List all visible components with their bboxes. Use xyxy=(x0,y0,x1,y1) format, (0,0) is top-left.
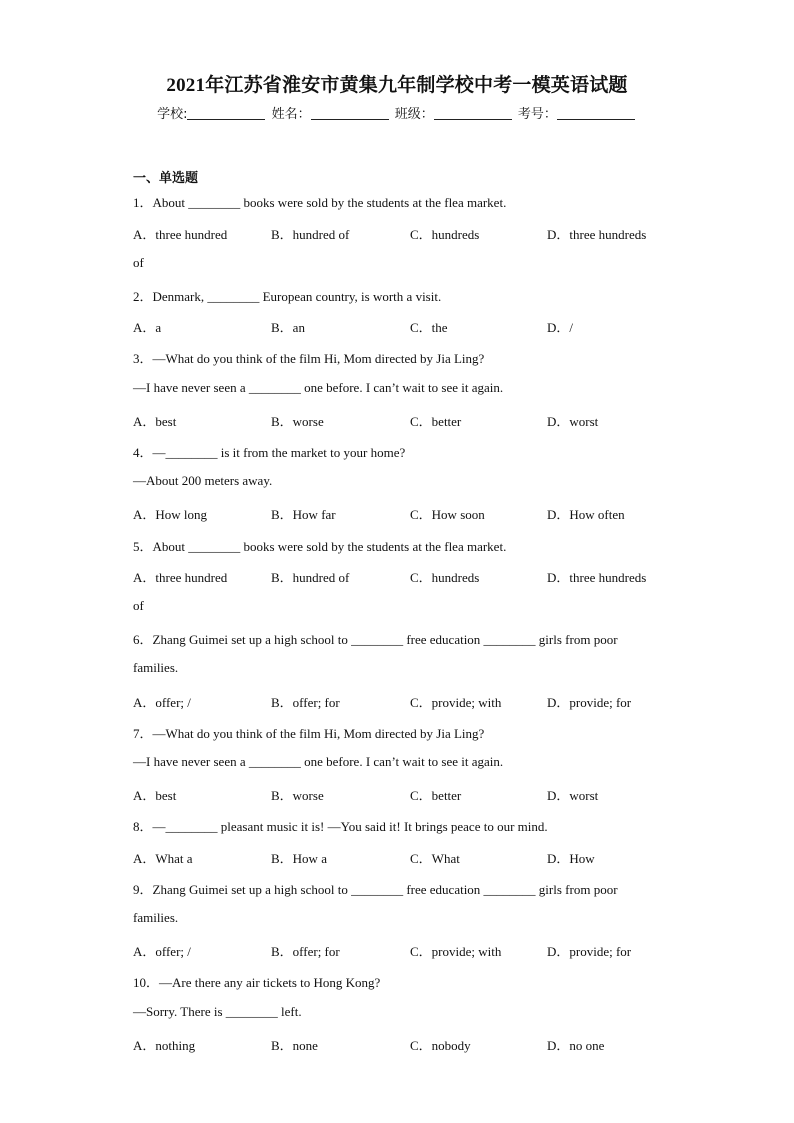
option-b[interactable]: B．offer; for xyxy=(271,944,340,959)
option-c[interactable]: C．How soon xyxy=(410,507,485,522)
option-c[interactable]: C．provide; with xyxy=(410,695,502,710)
option-b[interactable]: B．an xyxy=(271,320,305,335)
question-text: 3．—What do you think of the film Hi, Mom directed by Jia Ling? xyxy=(133,351,485,366)
option-wrap-text: of xyxy=(133,598,144,613)
question-text: 8．—________ pleasant music it is! —You said it! It brings peace to our mind. xyxy=(133,819,548,834)
option-c[interactable]: C．better xyxy=(410,414,462,429)
question-text: —I have never seen a ________ one before. I can’t wait to see it again. xyxy=(133,754,504,769)
school-label: 学校: xyxy=(157,107,188,122)
option-a[interactable]: A．best xyxy=(133,414,177,429)
option-b[interactable]: B．offer; for xyxy=(271,695,340,710)
option-c[interactable]: C．What xyxy=(410,851,460,866)
question-text: families. xyxy=(133,660,179,675)
option-a[interactable]: A．offer; / xyxy=(133,944,191,959)
section-title: 一、单选题 xyxy=(133,171,199,186)
option-d[interactable]: D．no one xyxy=(547,1038,605,1053)
option-d[interactable]: D．worst xyxy=(547,414,599,429)
exam-title: 2021年江苏省淮安市黄集九年制学校中考一模英语试题 xyxy=(166,75,628,96)
option-d[interactable]: D．three hundreds xyxy=(547,227,647,242)
option-wrap-text: of xyxy=(133,255,144,270)
number-label: 考号： xyxy=(517,107,557,122)
option-d[interactable]: D．/ xyxy=(547,320,574,335)
option-c[interactable]: C．hundreds xyxy=(410,570,480,585)
question-text: 9．Zhang Guimei set up a high school to ________ free education ________ girls from poor xyxy=(133,882,618,897)
option-b[interactable]: B．hundred of xyxy=(271,227,350,242)
question-text: 4．—________ is it from the market to your home? xyxy=(133,445,406,460)
question-text: —Sorry. There is ________ left. xyxy=(133,1004,302,1019)
question-text: —About 200 meters away. xyxy=(133,473,273,488)
name-blank[interactable] xyxy=(311,106,389,120)
option-c[interactable]: C．provide; with xyxy=(410,944,502,959)
option-c[interactable]: C．the xyxy=(410,320,448,335)
option-a[interactable]: A．offer; / xyxy=(133,695,191,710)
option-b[interactable]: B．How far xyxy=(271,507,336,522)
number-blank[interactable] xyxy=(557,106,635,120)
option-d[interactable]: D．How xyxy=(547,851,595,866)
option-a[interactable]: A．three hundred xyxy=(133,227,228,242)
question-text: 2．Denmark, ________ European country, is worth a visit. xyxy=(133,289,442,304)
option-b[interactable]: B．worse xyxy=(271,414,324,429)
option-b[interactable]: B．worse xyxy=(271,788,324,803)
question-text: 7．—What do you think of the film Hi, Mom directed by Jia Ling? xyxy=(133,726,485,741)
option-c[interactable]: C．better xyxy=(410,788,462,803)
question-text: 1．About ________ books were sold by the students at the flea market. xyxy=(133,195,507,210)
name-label: 姓名： xyxy=(271,107,311,122)
question-text: 6．Zhang Guimei set up a high school to ________ free education ________ girls from poor xyxy=(133,632,618,647)
option-b[interactable]: B．none xyxy=(271,1038,318,1053)
option-a[interactable]: A．How long xyxy=(133,507,208,522)
option-a[interactable]: A．best xyxy=(133,788,177,803)
option-d[interactable]: D．How often xyxy=(547,507,625,522)
option-b[interactable]: B．How a xyxy=(271,851,327,866)
student-info-line xyxy=(0,103,794,122)
option-b[interactable]: B．hundred of xyxy=(271,570,350,585)
option-d[interactable]: D．provide; for xyxy=(547,944,632,959)
school-blank[interactable] xyxy=(187,106,265,120)
option-c[interactable]: C．hundreds xyxy=(410,227,480,242)
question-text: families. xyxy=(133,910,179,925)
option-d[interactable]: D．worst xyxy=(547,788,599,803)
option-c[interactable]: C．nobody xyxy=(410,1038,471,1053)
option-d[interactable]: D．three hundreds xyxy=(547,570,647,585)
class-label: 班级： xyxy=(394,107,434,122)
option-a[interactable]: A．What a xyxy=(133,851,193,866)
option-a[interactable]: A．nothing xyxy=(133,1038,196,1053)
question-text: —I have never seen a ________ one before. I can’t wait to see it again. xyxy=(133,380,504,395)
class-blank[interactable] xyxy=(434,106,512,120)
option-a[interactable]: A．three hundred xyxy=(133,570,228,585)
question-text: 5．About ________ books were sold by the students at the flea market. xyxy=(133,539,507,554)
option-a[interactable]: A．a xyxy=(133,320,162,335)
question-text: 10．—Are there any air tickets to Hong Kong? xyxy=(133,975,381,990)
option-d[interactable]: D．provide; for xyxy=(547,695,632,710)
